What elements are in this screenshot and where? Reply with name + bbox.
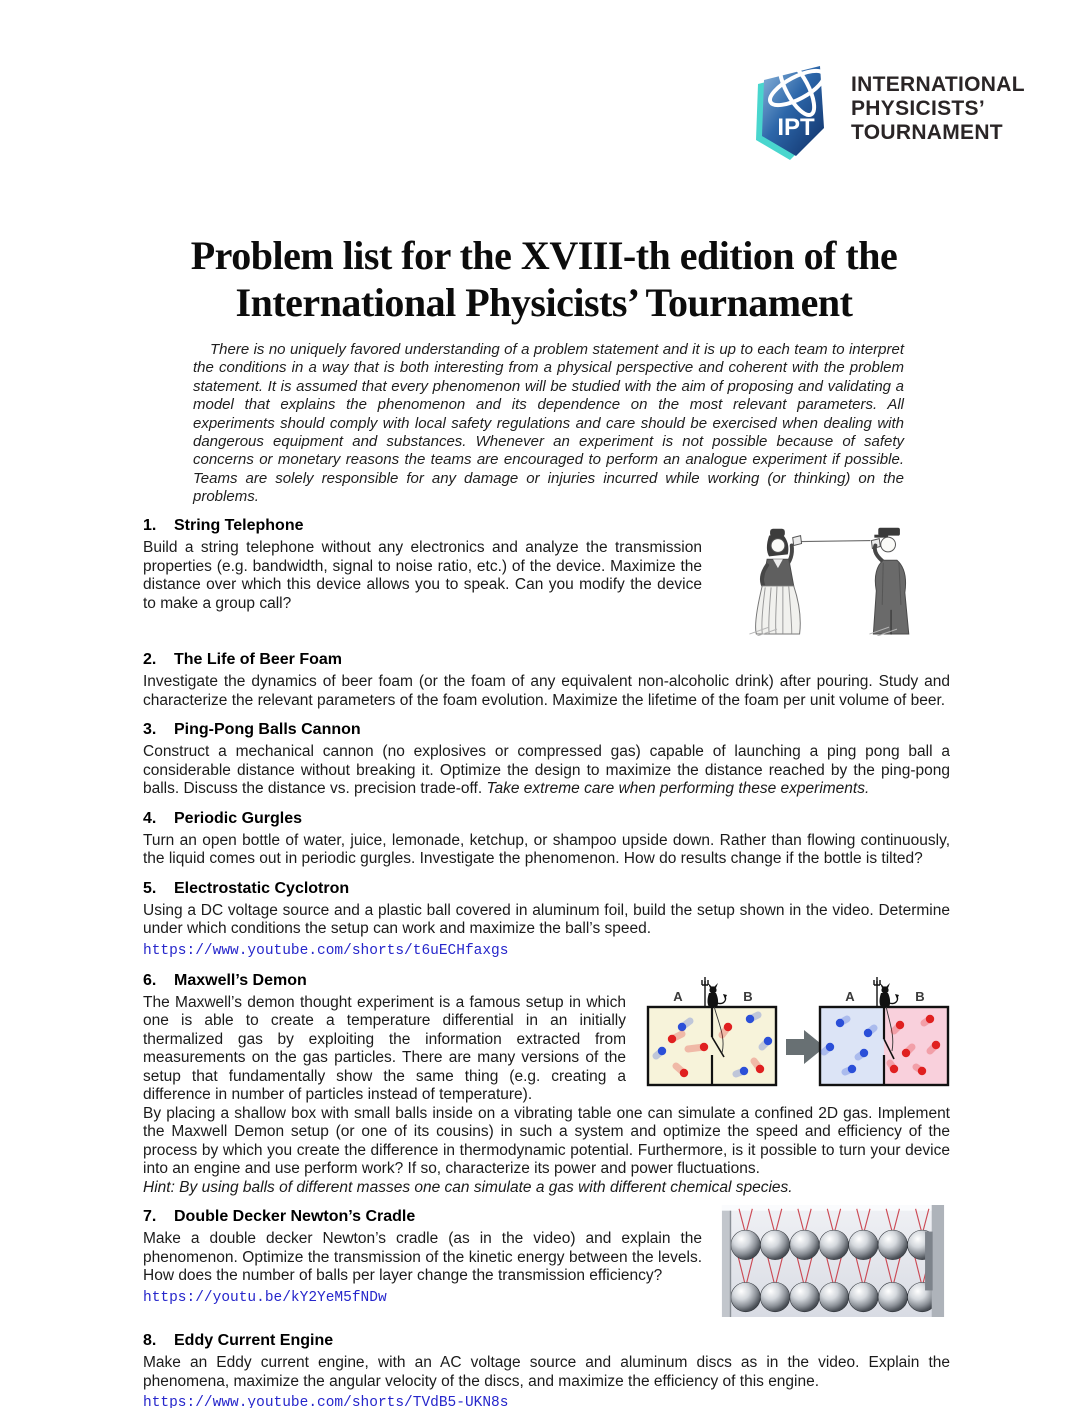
problem-title: Electrostatic Cyclotron	[174, 879, 350, 897]
problem-4-heading	[143, 809, 950, 829]
problem-6-body-2: By placing a shallow box with small balls inside on a vibrating table one can simulate a confined 2D gas. Implement the Maxwell Demon setup (or one of its cousins) in such a system and optimize the speed and efficiency of the process by which you create the difference in thermodynamic potential. Furthermore, is it possible to turn your device into an engine and use perform work? If so, characterize its power and power fluctuations.	[143, 1104, 950, 1177]
logo-line-3: TOURNAMENT	[851, 121, 1003, 144]
problem-2-body: Investigate the dynamics of beer foam (or the foam of any equivalent non-alcoholic drink) after pouring. Study and characterize the relevant parameters of the foam evolution. Maximize the lifetime of the foam per unit volume of beer.	[143, 673, 950, 709]
logo-acronym: IPT	[777, 114, 815, 141]
problem-5-electrostatic-cyclotron	[143, 879, 950, 961]
problem-number: 8.	[143, 1332, 157, 1349]
problem-3-ping-pong-cannon	[143, 720, 950, 799]
problem-title: String Telephone	[174, 517, 304, 534]
left-panel-label-b: B	[743, 988, 753, 1004]
problem-number: 3.	[143, 721, 157, 738]
problem-title: Eddy Current Engine	[174, 1332, 334, 1349]
right-panel-label-a: A	[845, 988, 855, 1004]
video-link-problem-8[interactable]: https://www.youtube.com/shorts/TVdB5-UKN8s	[143, 1395, 509, 1408]
problem-number: 7.	[143, 1208, 157, 1225]
problem-6-maxwells-demon	[143, 971, 950, 1198]
problem-title: Periodic Gurgles	[174, 809, 303, 827]
problem-number: 4.	[143, 809, 157, 827]
problem-8-body: Make an Eddy current engine, with an AC voltage source and aluminum discs as in the video. Explain the phenomena, maximize the angular velocity of the discs, and maximize the efficiency of this engine.	[143, 1354, 950, 1390]
problem-number: 5.	[143, 879, 157, 897]
page-title	[0, 232, 1088, 326]
video-link-problem-5[interactable]: https://www.youtube.com/shorts/t6uECHfaxgs	[143, 942, 509, 959]
logo-line-2: PHYSICISTS’	[851, 97, 985, 120]
problem-4-periodic-gurgles	[143, 809, 950, 869]
problem-title: Maxwell’s Demon	[174, 971, 307, 989]
intro-paragraph: There is no uniquely favored understanding of a problem statement and it is up to each team to interpret the conditions in a way that is both interesting from a physical perspective and coherent with the problem statement. It is assumed that every phenomenon will be studied with the aim of proposing and validating a model that explains the phenomenon and its dependence on the most relevant parameters. All experiments should comply with local safety regulations and care should be exercised when dealing with dangerous equipment and substances. Whenever an experiment is not possible because of safety concerns or monetary reasons the teams are encouraged to perform an analogue experiment if possible. Teams are solely responsible for any damage or injuries incurred while working (or thinking) on the problems.	[193, 341, 904, 506]
problem-number: 2.	[143, 651, 157, 668]
problem-8-eddy-current-engine	[143, 1331, 950, 1408]
problem-5-body: Using a DC voltage source and a plastic ball covered in aluminum foil, build the setup shown in the video. Determine under which conditions the setup can work and maximize the ball’s speed.	[143, 901, 950, 937]
problem-7-body: Make a double decker Newton’s cradle (as in the video) and explain the phenomenon. Optimize the transmission of the kinetic energy between the levels. How does the number of balls per layer change the transmission efficiency?	[143, 1230, 702, 1284]
problem-title: The Life of Beer Foam	[174, 651, 343, 668]
problem-6-body: The Maxwell’s demon thought experiment is a famous setup in which one is able to create a temperature differential in an initially thermalized gas by exploiting the information extracted from measurements on the gas particles. There are many versions of the setup that fundamentally show the same thing (e.g. creating a difference in number of particles instead of temperature).	[143, 993, 626, 1103]
ipt-logo	[750, 56, 1025, 162]
maxwell-demon-diagram	[638, 977, 950, 1089]
problem-2-heading	[143, 650, 950, 670]
problem-7-newtons-cradle	[143, 1207, 950, 1321]
problem-number: 1.	[143, 517, 157, 534]
problem-title: Double Decker Newton’s Cradle	[174, 1208, 416, 1225]
string-telephone-illustration	[720, 516, 950, 636]
problem-title: Ping-Pong Balls Cannon	[174, 721, 361, 738]
logo-line-1: INTERNATIONAL	[851, 73, 1025, 96]
ipt-logo-shield-icon	[750, 56, 842, 162]
problem-5-heading	[143, 879, 950, 899]
video-link-problem-7[interactable]: https://youtu.be/kY2YeM5fNDw	[143, 1289, 387, 1306]
problem-6-hint: Hint: By using balls of different masses one can simulate a gas with different chemical species.	[143, 1178, 793, 1196]
problem-1-string-telephone	[143, 516, 950, 640]
problem-2-beer-foam	[143, 650, 950, 710]
problem-8-heading	[143, 1331, 950, 1351]
problem-number: 6.	[143, 971, 157, 989]
problem-3-heading	[143, 720, 950, 740]
problem-3-body: Construct a mechanical cannon (no explosives or compressed gas) capable of launching a ping pong ball a considerable distance without breaking it. Optimize the design to maximize the distance reached by the ping-pong balls. Discuss the distance vs. precision trade-off. Take extreme care when performing these experiments.	[143, 743, 950, 797]
left-panel-label-a: A	[673, 988, 683, 1004]
page-title-line-2: International Physicists’ Tournament	[235, 280, 853, 325]
page-title-line-1: Problem list for the XVIII-th edition of the	[190, 233, 898, 278]
problem-list	[143, 516, 950, 1408]
right-panel-label-b: B	[915, 988, 925, 1004]
logo-wordmark	[851, 73, 1025, 145]
problem-4-body: Turn an open bottle of water, juice, lemonade, ketchup, or shampoo upside down. Rather than flowing continuously, the liquid comes out in periodic gurgles. Investigate the phenomenon. How do results change if the bottle is tilted?	[143, 831, 950, 867]
safety-warning: Take extreme care when performing these experiments.	[486, 780, 870, 797]
newtons-cradle-photo	[716, 1205, 950, 1317]
problem-1-body: Build a string telephone without any electronics and analyze the transmission properties (e.g. bandwidth, signal to noise ratio, etc.) of the device. Maximize the distance over which this device allows you to speak. Can you modify the device to make a group call?	[143, 539, 702, 612]
